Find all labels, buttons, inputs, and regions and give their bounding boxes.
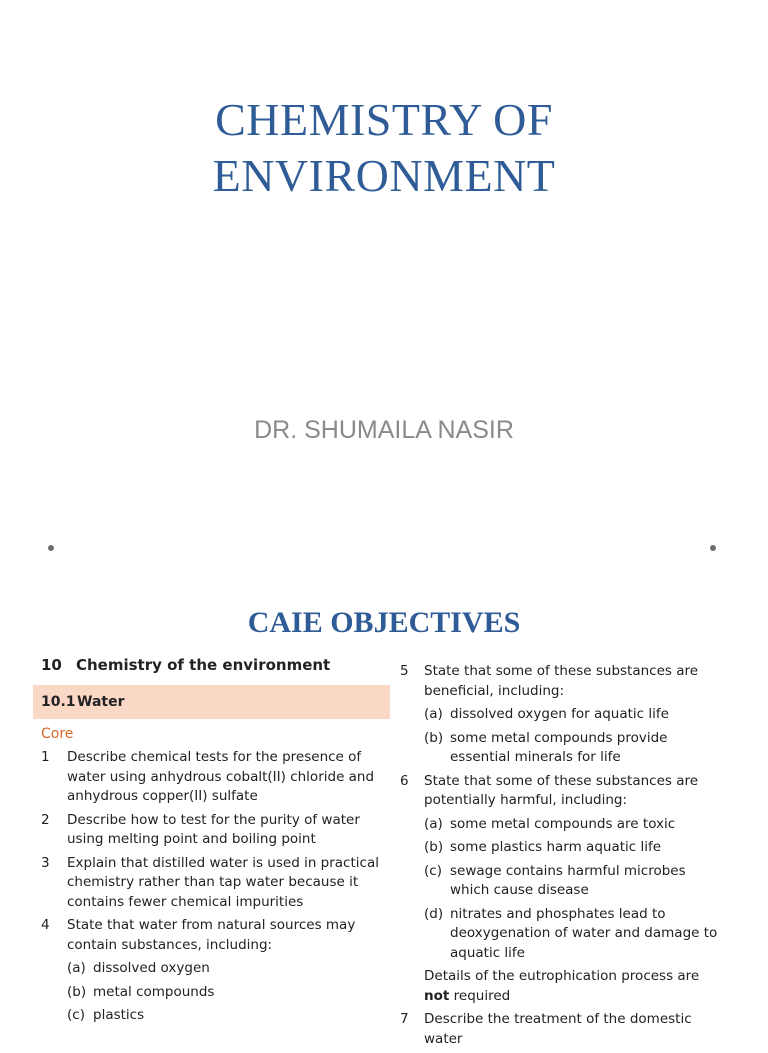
left-column [33, 656, 390, 1030]
objective-item [394, 662, 724, 701]
objectives-slide [0, 560, 768, 1047]
sub-item [394, 815, 724, 835]
sub-item-letter: (c) [424, 862, 442, 879]
section-title [41, 656, 390, 676]
objective-item [33, 854, 390, 913]
sub-item-letter: (b) [67, 983, 87, 1000]
subsection-number: 10.1 [41, 693, 76, 710]
item-text: Describe the treatment of the domestic water [424, 1011, 692, 1047]
sub-item-text: nitrates and phosphates lead to deoxygenation of water and damage to aquatic life [450, 905, 718, 961]
section-number: 10 [41, 656, 62, 674]
title-line-1: CHEMISTRY OF [215, 94, 553, 145]
item-number: 1 [41, 749, 50, 765]
objectives-heading: CAIE OBJECTIVES [247, 606, 521, 639]
sub-item-letter: (a) [67, 960, 86, 976]
core-label: Core [41, 725, 74, 742]
item-text: State that some of these substances are beneficial, including: [424, 663, 699, 699]
sub-item-text: some metal compounds are toxic [450, 815, 676, 832]
sub-item-letter: (b) [424, 729, 444, 746]
sub-item-text: some metal compounds provide essential minerals for life [450, 729, 668, 765]
sub-item [33, 983, 390, 1003]
sub-item-text: dissolved oxygen [93, 960, 210, 976]
sub-item [394, 729, 724, 768]
sub-item-letter: (c) [67, 1007, 85, 1023]
item-number: 4 [41, 917, 50, 933]
sub-item-letter: (a) [424, 815, 443, 832]
sub-item-text: sewage contains harmful microbes which cause disease [450, 862, 686, 898]
sub-item-text: dissolved oxygen for aquatic life [450, 706, 669, 722]
item-text: Describe how to test for the purity of water using melting point and boiling point [67, 811, 360, 847]
item-text: Explain that distilled water is used in practical chemistry rather than tap water because it contains fewer chemical impurities [67, 854, 379, 910]
section-title-text: Chemistry of the environment [76, 656, 331, 674]
sub-item [394, 705, 724, 725]
note-text-pre: Details of the eutrophication process are [424, 968, 700, 984]
item-number: 5 [400, 663, 409, 679]
item-number: 7 [400, 1011, 409, 1027]
title-line-2: ENVIRONMENT [212, 150, 556, 201]
sub-item-text: some plastics harm aquatic life [450, 839, 662, 855]
sub-item-text: plastics [93, 1007, 145, 1023]
sub-item-letter: (d) [424, 905, 444, 922]
sub-item-text: metal compounds [93, 983, 215, 1000]
right-column [394, 662, 724, 1053]
sub-item [394, 862, 724, 901]
author-name: DR. SHUMAILA NASIR [254, 416, 514, 444]
sub-item [394, 905, 724, 964]
item-number: 3 [41, 854, 50, 871]
note-text-bold: not [424, 987, 450, 1004]
sub-item-letter: (b) [424, 839, 444, 855]
sub-item [33, 959, 390, 979]
slide-title [0, 92, 768, 204]
item-number: 2 [41, 811, 50, 828]
objective-item [33, 811, 390, 850]
item-text: State that some of these substances are potentially harmful, including: [424, 772, 699, 808]
objective-item [33, 916, 390, 955]
sub-item-letter: (a) [424, 706, 443, 722]
note-text-post: required [449, 987, 511, 1004]
sub-item [33, 1006, 390, 1026]
subsection-bar [33, 685, 390, 719]
objective-item [33, 748, 390, 807]
slide-corner-dot-right [710, 545, 716, 551]
subsection-title: Water [77, 693, 125, 710]
slide-corner-dot-left [48, 545, 54, 551]
item-text: State that water from natural sources may contain substances, including: [67, 917, 356, 953]
objective-item [394, 772, 724, 811]
item-number: 6 [400, 772, 409, 789]
item-text: Describe chemical tests for the presence of water using anhydrous cobalt(II) chloride and anhydrous copper(II) sulfate [67, 749, 375, 804]
objective-item [394, 1010, 724, 1049]
sub-item [394, 838, 724, 858]
eutrophication-note [394, 967, 724, 1006]
